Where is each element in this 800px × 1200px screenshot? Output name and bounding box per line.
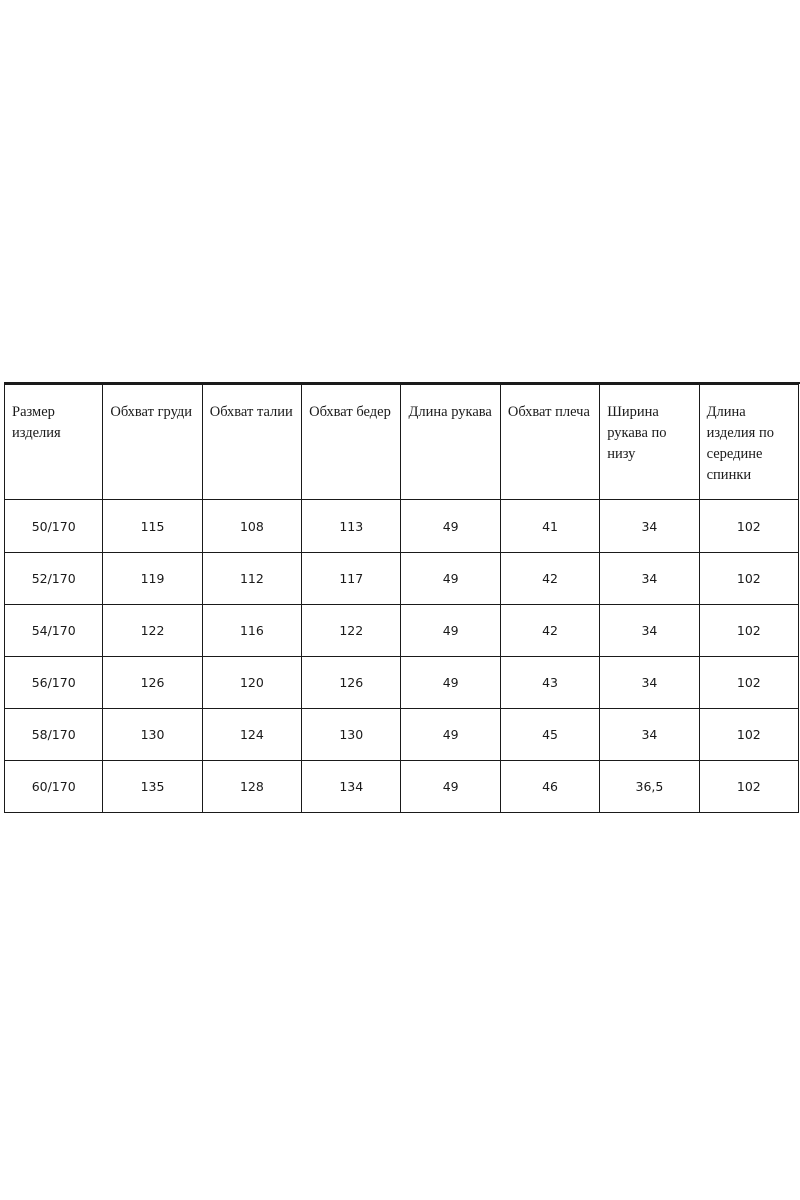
table-cell: 102	[699, 709, 798, 761]
table-cell: 42	[500, 553, 599, 605]
table-cell: 134	[302, 761, 401, 813]
table-cell: 130	[302, 709, 401, 761]
table-cell: 46	[500, 761, 599, 813]
table-cell: 117	[302, 553, 401, 605]
table-row	[5, 605, 799, 657]
table-cell: 58/170	[5, 709, 103, 761]
size-chart-table	[4, 384, 799, 813]
table-cell: 41	[500, 500, 599, 553]
table-row	[5, 657, 799, 709]
table-cell: 34	[600, 553, 699, 605]
table-cell: 49	[401, 761, 500, 813]
table-cell: 102	[699, 553, 798, 605]
header-row	[5, 385, 799, 500]
table-cell: 128	[202, 761, 301, 813]
table-row	[5, 709, 799, 761]
table-cell: 42	[500, 605, 599, 657]
header-hips: Обхват бедер	[302, 385, 401, 500]
table-cell: 52/170	[5, 553, 103, 605]
table-cell: 120	[202, 657, 301, 709]
table-cell: 45	[500, 709, 599, 761]
table-cell: 50/170	[5, 500, 103, 553]
table-cell: 119	[103, 553, 202, 605]
header-shoulder-girth: Обхват плеча	[500, 385, 599, 500]
header-sleeve-length: Длина рукава	[401, 385, 500, 500]
table-cell: 116	[202, 605, 301, 657]
table-cell: 112	[202, 553, 301, 605]
table-cell: 49	[401, 500, 500, 553]
table-cell: 126	[103, 657, 202, 709]
header-chest: Обхват груди	[103, 385, 202, 500]
table-row	[5, 553, 799, 605]
table-cell: 122	[302, 605, 401, 657]
table-cell: 49	[401, 605, 500, 657]
table-cell: 115	[103, 500, 202, 553]
header-size: Размер изделия	[5, 385, 103, 500]
table-cell: 108	[202, 500, 301, 553]
table-cell: 54/170	[5, 605, 103, 657]
table-cell: 49	[401, 709, 500, 761]
table-cell: 56/170	[5, 657, 103, 709]
table-cell: 122	[103, 605, 202, 657]
table-cell: 49	[401, 553, 500, 605]
table-cell: 34	[600, 605, 699, 657]
table-cell: 124	[202, 709, 301, 761]
table-row	[5, 761, 799, 813]
header-waist: Обхват талии	[202, 385, 301, 500]
table-cell: 60/170	[5, 761, 103, 813]
table-cell: 126	[302, 657, 401, 709]
table-cell: 102	[699, 761, 798, 813]
table-cell: 34	[600, 657, 699, 709]
table-cell: 135	[103, 761, 202, 813]
table-cell: 130	[103, 709, 202, 761]
table-cell: 102	[699, 657, 798, 709]
table-cell: 34	[600, 709, 699, 761]
table-cell: 113	[302, 500, 401, 553]
header-sleeve-width: Ширина рукава по низу	[600, 385, 699, 500]
table-cell: 102	[699, 605, 798, 657]
table-cell: 102	[699, 500, 798, 553]
table-row	[5, 500, 799, 553]
table-cell: 36,5	[600, 761, 699, 813]
table-cell: 34	[600, 500, 699, 553]
table-cell: 49	[401, 657, 500, 709]
table-cell: 43	[500, 657, 599, 709]
header-back-length: Длина изделия по середине спинки	[699, 385, 798, 500]
